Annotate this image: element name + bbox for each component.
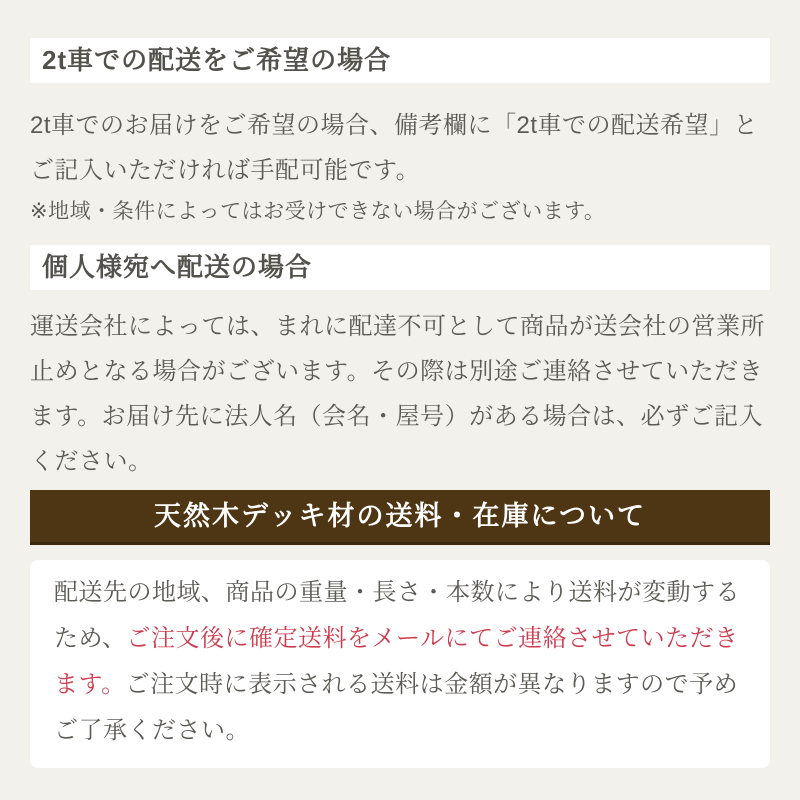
body-line: ます。お届け先に法人名（会名・屋号）がある場合は、必ずご記入 <box>30 403 764 430</box>
box-line <box>54 570 746 616</box>
body-line: ください。 <box>30 448 153 475</box>
box-text-segment: ご注文時に表示される送料は金額が異なりますので予め <box>125 671 739 698</box>
body-line: 止めとなる場合がございます。その際は別途ご連絡させていただき <box>30 358 764 385</box>
highlight-red-text: ます。 <box>54 671 126 698</box>
paragraph-personal-delivery <box>30 304 770 484</box>
box-text-segment: 配送先の地域、商品の重量・長さ・本数により送料が変動する <box>54 579 740 606</box>
highlight-red-text: ご注文後に確定送料をメールにてご連絡させていただき <box>126 625 739 652</box>
box-line <box>54 616 746 662</box>
box-text-segment: ご了承ください。 <box>54 717 250 744</box>
box-line <box>54 662 746 708</box>
body-line: 運送会社によっては、まれに配達不可として商品が送会社の営業所 <box>30 313 765 340</box>
body-line: 2t車でのお届けをご希望の場合、備考欄に「2t車での配送希望」と <box>30 112 759 139</box>
note-region-conditions: ※地域・条件によってはお受けできない場合がございます。 <box>30 200 606 223</box>
box-line <box>54 708 746 754</box>
deck-shipping-info-box <box>30 560 770 768</box>
body-line: ご記入いただければ手配可能です。 <box>30 157 421 184</box>
heading-personal-delivery: 個人様宛へ配送の場合 <box>30 245 770 290</box>
banner-deck-shipping-stock: 天然木デッキ材の送料・在庫について <box>30 490 770 545</box>
heading-2t-truck-delivery: 2t車での配送をご希望の場合 <box>30 38 770 83</box>
paragraph-2t-truck-delivery <box>30 103 770 193</box>
box-text-segment: ため、 <box>54 625 127 652</box>
